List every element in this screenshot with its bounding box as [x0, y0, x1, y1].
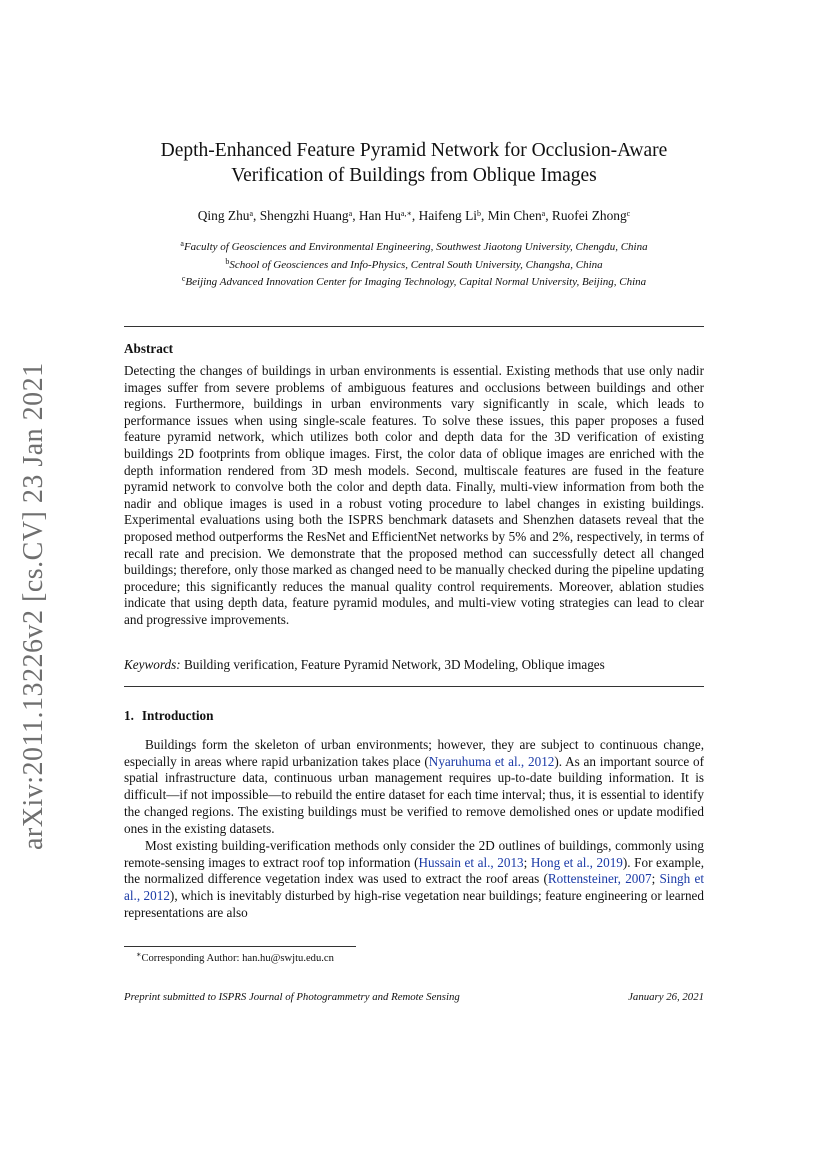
affiliation-text: Beijing Advanced Innovation Center for Imaging Technology, Capital Normal University, Beijing, China: [185, 276, 647, 288]
author-affiliation-mark: a: [348, 209, 353, 218]
footer-date: January 26, 2021: [628, 991, 704, 1003]
paragraph-text: ;: [523, 854, 531, 870]
keywords: [124, 657, 704, 673]
top-rule: [124, 326, 704, 327]
bottom-rule: [124, 686, 704, 687]
footnote: [136, 950, 334, 964]
affiliation-mark: c: [181, 274, 186, 283]
author-name: Ruofei Zhong: [551, 208, 627, 223]
section-title: Introduction: [141, 708, 214, 723]
author-name: Haifeng Li: [418, 208, 477, 223]
author-affiliation-mark: c: [626, 209, 631, 218]
citation-link[interactable]: Rottensteiner, 2007: [547, 871, 652, 887]
author-name: Han Hu: [358, 208, 401, 223]
paragraph-text: ). For example, the normalized difference vegetation index was used to extract the roof areas (: [124, 854, 704, 887]
author-affiliation-mark: a,∗: [400, 209, 412, 218]
arxiv-sidebar: [12, 362, 60, 850]
citation-link[interactable]: Hong et al., 2019: [530, 854, 623, 870]
affiliation: [124, 255, 704, 273]
author-name: Qing Zhu: [197, 208, 250, 223]
affiliation-text: Faculty of Geosciences and Environmental Engineering, Southwest Jiaotong University, Chengdu, China: [183, 241, 648, 253]
footnote-text: Corresponding Author: han.hu@swjtu.edu.cn: [141, 953, 334, 964]
affiliation-list: [124, 237, 704, 290]
keywords-text: Building verification, Feature Pyramid Network, 3D Modeling, Oblique images: [183, 657, 605, 672]
footnote-rule: [124, 946, 356, 947]
section-number: 1.: [124, 708, 134, 723]
affiliation-mark: b: [225, 256, 230, 266]
author-name: Shengzhi Huang: [259, 208, 349, 223]
citation-link[interactable]: Singh et al., 2012: [124, 871, 704, 904]
affiliation: [124, 237, 704, 255]
intro-paragraph-1: [124, 737, 704, 837]
citation-link[interactable]: Nyaruhuma et al., 2012: [428, 753, 555, 769]
author-affiliation-mark: a: [249, 209, 254, 218]
intro-paragraph-2: [124, 838, 704, 922]
citation-link[interactable]: Hussain et al., 2013: [418, 854, 524, 870]
title-line: Verification of Buildings from Oblique Images: [231, 165, 597, 186]
page-footer: [124, 991, 704, 1003]
author: [260, 208, 352, 223]
arxiv-identifier: arXiv:2011.13226v2 [cs.CV] 23 Jan 2021: [18, 362, 49, 850]
footer-journal: Preprint submitted to ISPRS Journal of Photogrammetry and Remote Sensing: [124, 991, 460, 1003]
paper-title: [124, 138, 704, 188]
paragraph-text: ;: [651, 871, 660, 887]
author: [419, 208, 481, 223]
affiliation-text: School of Geosciences and Info-Physics, Central South University, Changsha, China: [229, 258, 603, 271]
abstract-body: Detecting the changes of buildings in urban environments is essential. Existing methods that use only nadir images suffer from severe problems of ambiguous features and occlusions between buildings and other regions. Furthermore, buildings in urban environments vary significantly in scale, which leads to performance issues when using single-scale features. To solve these issues, this paper proposes a fused feature pyramid network, which utilizes both color and depth data for the 3D verification of existing buildings 2D footprints from oblique images. First, the color data of oblique images are enriched with the depth information rendered from 3D mesh models. Second, multiscale features are fused in the feature pyramid network to convolve both the color and depth data. Finally, multi-view information from both the nadir and oblique images is used in a robust voting procedure to label changes in existing buildings. Experimental evaluations using both the ISPRS benchmark datasets and Shenzhen datasets reveal that the proposed method outperforms the ResNet and EfficientNet networks by 5% and 2%, respectively, in terms of recall rate and precision. We demonstrate that the proposed method can successfully detect all changed buildings; therefore, only those marked as changed need to be manually checked during the pipeline updating procedure; this significantly reduces the manual quality control requirements. Moreover, ablation studies indicate that using depth data, feature pyramid modules, and multi-view voting strategies can lead to clear and progressive improvements.: [124, 363, 704, 627]
author-affiliation-mark: b: [477, 209, 481, 218]
author: [198, 208, 253, 223]
author-affiliation-mark: a: [541, 209, 546, 218]
author-name: Min Chen: [487, 208, 542, 223]
author: [552, 208, 630, 223]
keywords-label: Keywords:: [124, 657, 181, 672]
affiliation: [124, 272, 704, 290]
author: [359, 208, 412, 223]
paragraph-text: Most existing building-verification methods only consider the 2D outlines of buildings, commonly using remote-sensing images to extract roof top information (: [124, 838, 704, 870]
paragraph-text: Buildings form the skeleton of urban environments; however, they are subject to continuous change, especially in areas where rapid urbanization takes place (: [124, 737, 704, 769]
author: [488, 208, 546, 223]
title-line: Depth-Enhanced Feature Pyramid Network for Occlusion-Aware: [160, 140, 668, 161]
paragraph-text: ), which is inevitably disturbed by high-rise vegetation near buildings; feature engineering or learned representations are also: [124, 888, 704, 920]
author-list: Qing Zhu$^a$, Shengzhi Huang$^a$, Han $Hu^{a,∗}$, Haifeng Li$^b$, Min Chen$^a$, Ruofei Zhong$^c$: [197, 208, 631, 223]
abstract-heading: Abstract: [124, 341, 174, 356]
paragraph-text: ). As an important source of spatial infrastructure data, continuous urban management requires up-to-date building information. It is difficult—if not impossible—to rebuild the entire dataset for each time interval; thus, it is essential to identify the changed regions. The existing buildings must be verified to remove demolished ones or update modified ones in the existing datasets.: [124, 753, 705, 836]
footnote-mark: ∗: [136, 950, 142, 959]
affiliation-mark: a: [180, 239, 184, 248]
section-heading-introduction: [124, 708, 213, 724]
